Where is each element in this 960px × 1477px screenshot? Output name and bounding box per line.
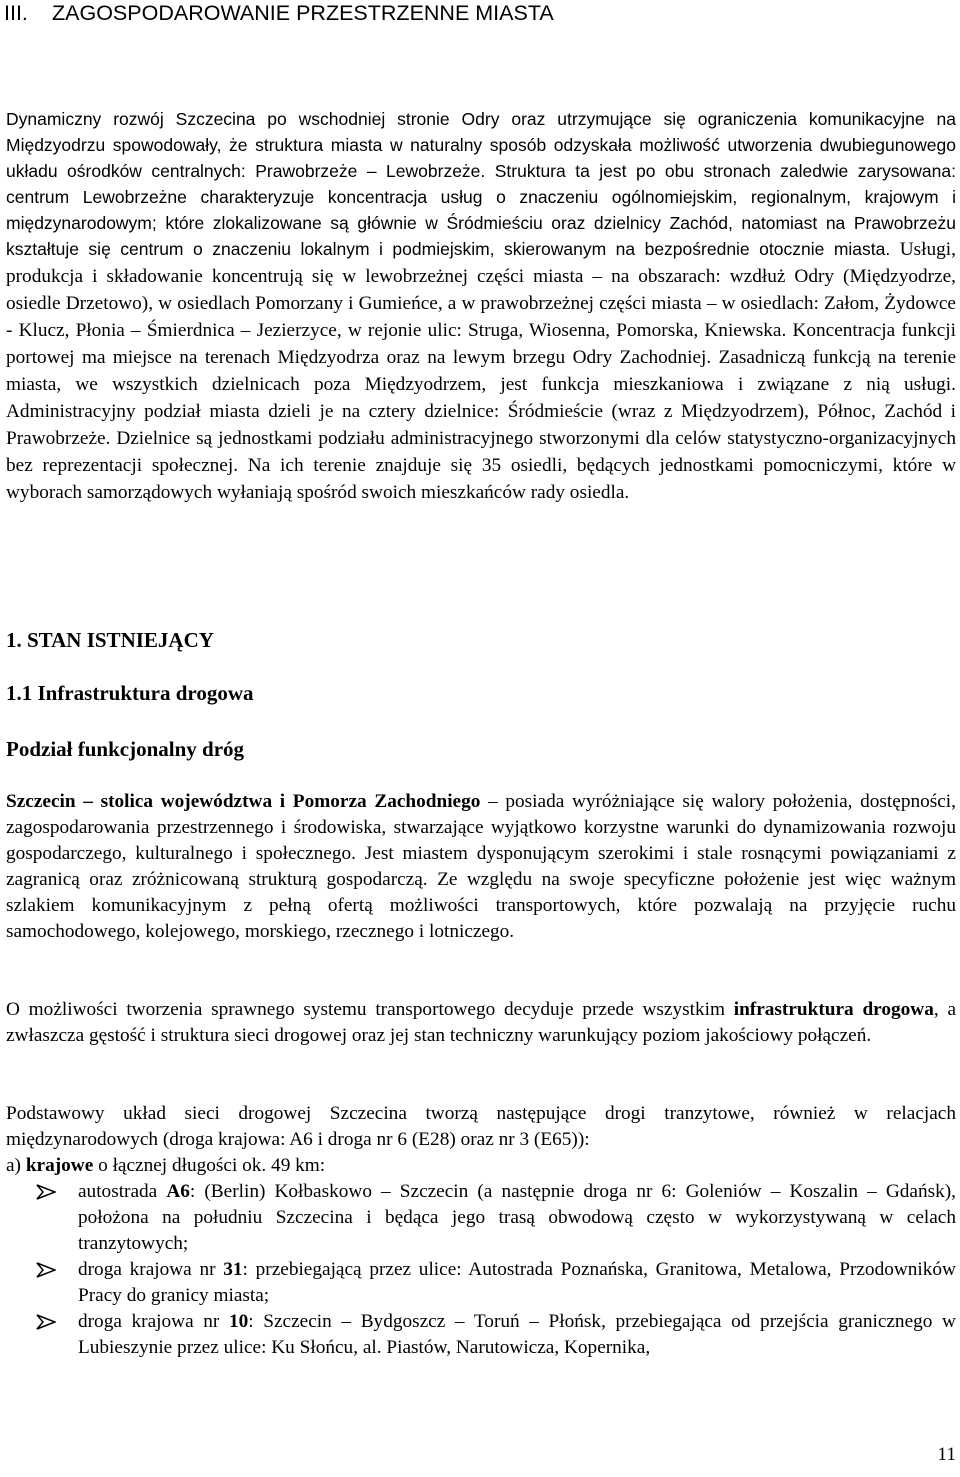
bullet-before: droga krajowa nr [78,1311,229,1332]
subsubsection-heading: Podział funkcjonalny dróg [6,737,245,761]
page-number: 11 [937,1444,956,1465]
paragraph-szczecin-lead: Szczecin – stolica województwa i Pomorza Zachodniego [6,791,481,812]
list-item [6,1257,956,1309]
paragraph-road-network-text: Podstawowy układ sieci drogowej Szczecina tworzą następujące drogi tranzytowe, również w relacjach międzynarodowych (droga krajowa: A6 i droga nr 6 (E28) oraz nr 3 (E65)): [6,1103,956,1150]
item-a-bold: krajowe [25,1155,94,1176]
paragraph-infrastructure [6,997,956,1049]
chapter-title-text: ZAGOSPODAROWANIE PRZESTRZENNE MIASTA [52,1,554,25]
paragraph-infrastructure-after: , a zwłaszcza gęstość i struktura sieci drogowej oraz jej stan techniczny warunkujący poziom jakościowy połączeń. [6,999,957,1046]
list-item [6,1179,956,1257]
paragraph-szczecin-body: – posiada wyróżniające się walory położenia, dostępności, zagospodarowania przestrzennego i środowiska, stwarzające wyjątkowo korzystne warunki do dynamizowania rozwoju gospodarczego, kulturalnego i społecznego. Jest miastem dysponującym szerokimi i stale rosnącymi powiązaniami z zagranicą oraz zróżnicowaną strukturą gospodarczą. Ze względu na swoje specyficzne położenie jest więc ważnym szlakiem komunikacyjnym z pełną ofertą możliwości transportowych, które pozwalają na przyjęcie ruchu samochodowego, kolejowego, morskiego, rzecznego i lotniczego. [6,791,956,942]
bullet-after: : Szczecin – Bydgoszcz – Toruń – Płońsk, przebiegająca od przejścia granicznego w Lubieszynie przez ulice: Ku Słońcu, al. Piastów, Narutowicza, Kopernika, [78,1311,956,1358]
arrow-bullet-icon [36,1262,56,1278]
bullet-bold: A6 [166,1181,190,1202]
bullet-bold: 10 [228,1311,249,1332]
bullet-bold: 31 [223,1259,243,1280]
paragraph-road-network [6,1101,956,1179]
paragraph-szczecin [6,789,956,945]
intro-text-serif: Usługi, produkcja i składowanie koncentrują się w lewobrzeżnej części miasta – na obszarach: wzdłuż Odry (Międzyodrze, osiedle Drzetowo), w osiedlach Pomorzany i Gumieńce, a w prawobrzeżnej części miasta – w osiedlach: Załom, Żydowce - Klucz, Płonia – Śmierdnica – Jezierzyce, w rejonie ulic: Struga, Wiosenna, Pomorska, Kniewska. Koncentracja funkcji portowej ma miejsce na terenach Międzyodrza oraz na lewym brzegu Odry Zachodniej. Zasadniczą funkcją na terenie miasta, we wszystkich dzielnicach poza Międzyodrzem, jest funkcja mieszkaniowa i związane z nią usługi. Administracyjny podział miasta dzieli je na cztery dzielnice: Śródmieście (wraz z Międzyodrzem), Północ, Zachód i Prawobrzeże. Dzielnice są jednostkami podziału administracyjnego stworzonymi dla celów statystyczno-organizacyjnych bez reprezentacji społecznej. Na ich terenie znajduje się 35 osiedli, będących jednostkami pomocniczymi, które w wyborach samorządowych wyłaniają spośród swoich mieszkańców rady osiedla. [6,239,956,503]
arrow-bullet-icon [36,1184,56,1200]
bullet-before: droga krajowa nr [78,1259,224,1280]
section-heading: 1. STAN ISTNIEJĄCY [6,628,214,652]
paragraph-infrastructure-before: O możliwości tworzenia sprawnego systemu transportowego decyduje przede wszystkim [6,999,734,1020]
list-item [6,1309,956,1361]
item-a-prefix: a) [6,1155,26,1176]
chapter-title [4,0,954,26]
intro-text-sans: Dynamiczny rozwój Szczecina po wschodniej stronie Odry oraz utrzymujące się ograniczenia komunikacyjne na Międzyodrzu spowodowały, że struktura miasta w naturalny sposób odzyskała możliwość utworzenia dwubiegunowego układu ośrodków centralnych: Prawobrzeże – Lewobrzeże. Struktura ta jest po obu stronach zaledwie zarysowana: centrum Lewobrzeżne charakteryzuje koncentracja usług o znaczeniu ogólnomiejskim, regionalnym, krajowym i międzynarodowym; które zlokalizowane są głównie w Śródmieściu oraz dzielnicy Zachód, natomiast na Prawobrzeżu kształtuje się centrum o znaczeniu lokalnym i podmiejskim, skierowanym na bezpośrednie otocznie miasta. [6,109,956,259]
bullet-after: : (Berlin) Kołbaskowo – Szczecin (a następnie droga nr 6: Goleniów – Koszalin – Gdańsk), położona na południu Szczecina i będąca jego trasą obwodową często w wykorzystywaną w celach tranzytowych; [78,1181,956,1254]
bullet-before: autostrada [78,1181,167,1202]
item-a-rest: o łącznej długości ok. 49 km: [93,1155,326,1176]
road-bullet-list [6,1179,956,1361]
arrow-bullet-icon [36,1314,56,1330]
paragraph-infrastructure-bold: infrastruktura drogowa [733,999,934,1020]
intro-paragraph [6,106,956,506]
bullet-after: : przebiegającą przez ulice: Autostrada Poznańska, Granitowa, Metalowa, Przodowników Pracy do granicy miasta; [78,1259,956,1306]
subsection-heading: 1.1 Infrastruktura drogowa [6,681,254,705]
chapter-number: III. [4,1,28,25]
